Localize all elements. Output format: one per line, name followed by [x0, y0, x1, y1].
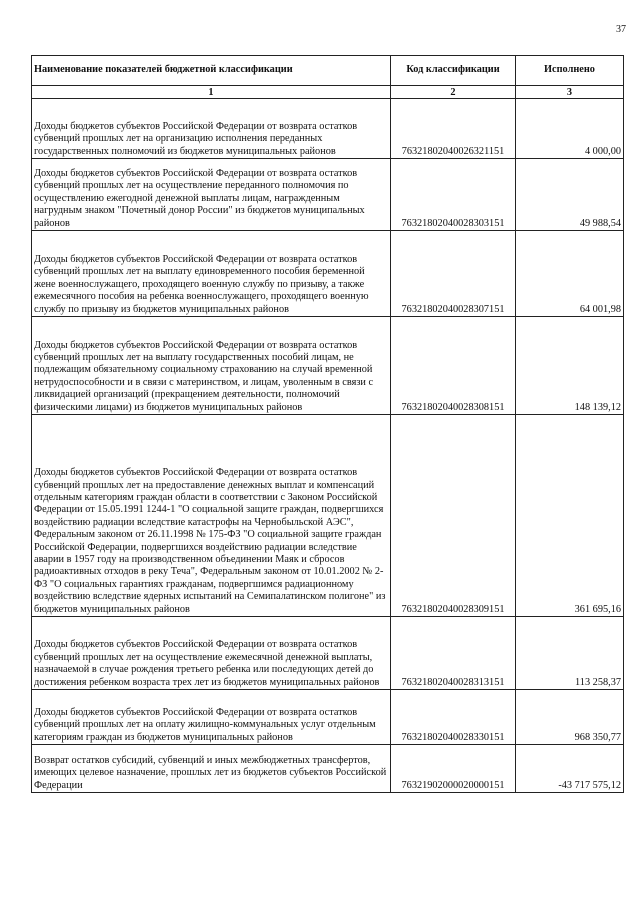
column-number: 1: [32, 86, 391, 99]
table-row: [32, 231, 624, 317]
header-code: Код классификации: [391, 56, 516, 86]
row-value: 4 000,00: [516, 99, 624, 159]
row-code: 76321902000020000151: [391, 745, 516, 793]
table-row: [32, 415, 624, 617]
row-code: 76321802040028303151: [391, 159, 516, 231]
table-row: [32, 99, 624, 159]
row-name: Доходы бюджетов субъектов Российской Федерации от возврата остатков субвенций прошлых лет на осуществление ежемесячной денежной выплаты, назначаемой в случае рождения третьего ребенка или последующих детей до достижения ребенком возраста трех лет из бюджетов муниципальных районов: [32, 617, 391, 690]
row-value: 113 258,37: [516, 617, 624, 690]
row-code: 76321802040026321151: [391, 99, 516, 159]
row-name: Доходы бюджетов субъектов Российской Федерации от возврата остатков субвенций прошлых лет на выплату единовременного пособия беременной жене военнослужащего, проходящего военную службу по призыву, а также ежемесячного пособия на ребенка военнослужащего, проходящего военную службу по призыву из бюджетов муниципальных районов: [32, 231, 391, 317]
row-value: -43 717 575,12: [516, 745, 624, 793]
table-row: [32, 690, 624, 745]
row-code: 76321802040028313151: [391, 617, 516, 690]
header-name: Наименование показателей бюджетной классификации: [32, 56, 391, 86]
column-number-row: [32, 86, 624, 99]
row-value: 148 139,12: [516, 317, 624, 415]
column-number: 2: [391, 86, 516, 99]
row-name: Доходы бюджетов субъектов Российской Федерации от возврата остатков субвенций прошлых лет на организацию исполнения переданных государственных полномочий из бюджетов муниципальных районов: [32, 99, 391, 159]
row-code: 76321802040028330151: [391, 690, 516, 745]
row-name: Доходы бюджетов субъектов Российской Федерации от возврата остатков субвенций прошлых лет на осуществление переданного полномочия по осуществлению ежегодной денежной выплаты лицам, награжденным нагрудным знаком "Почетный донор России" из бюджетов муниципальных районов: [32, 159, 391, 231]
row-value: 968 350,77: [516, 690, 624, 745]
budget-table: [31, 55, 624, 793]
table-header-row: [32, 56, 624, 86]
table-row: [32, 617, 624, 690]
header-value: Исполнено: [516, 56, 624, 86]
page-number: 37: [616, 24, 626, 35]
row-code: 76321802040028308151: [391, 317, 516, 415]
table-row: [32, 159, 624, 231]
column-number: 3: [516, 86, 624, 99]
row-name: Доходы бюджетов субъектов Российской Федерации от возврата остатков субвенций прошлых лет на оплату жилищно-коммунальных услуг отдельным категориям граждан из бюджетов муниципальных районов: [32, 690, 391, 745]
table-row: [32, 317, 624, 415]
row-name: Доходы бюджетов субъектов Российской Федерации от возврата остатков субвенций прошлых лет на выплату государственных пособий лицам, не подлежащим обязательному социальному страхованию на случай временной нетрудоспособности и в связи с материнством, и лицам, уволенным в связи с ликвидацией организаций (прекращением деятельности, полномочий физическими лицами) из бюджетов муниципальных районов: [32, 317, 391, 415]
row-value: 361 695,16: [516, 415, 624, 617]
row-name: Возврат остатков субсидий, субвенций и иных межбюджетных трансфертов, имеющих целевое назначение, прошлых лет из бюджетов субъектов Российской Федерации: [32, 745, 391, 793]
row-name: Доходы бюджетов субъектов Российской Федерации от возврата остатков субвенций прошлых лет на предоставление денежных выплат и компенсаций отдельным категориям граждан области в соответствии с Законом Российской Федерации от 15.05.1991 1244-1 "О социальной защите граждан, подвергшихся воздействию радиации вследствие катастрофы на Чернобыльской АЭС", Федеральным законом от 26.11.1998 № 175-ФЗ "О социальной защите граждан Российской Федерации, подвергшихся воздействию радиации вследствие аварии в 1957 году на производственном объединении Маяк и сбросов радиоактивных отходов в реку Теча", Федеральным законом от 10.01.2002 № 2-ФЗ "О социальных гарантиях гражданам, подвергшимся радиационному воздействию вследствие ядерных испытаний на Семипалатинском полигоне" из бюджетов муниципальных районов: [32, 415, 391, 617]
row-code: 76321802040028309151: [391, 415, 516, 617]
row-value: 64 001,98: [516, 231, 624, 317]
row-value: 49 988,54: [516, 159, 624, 231]
row-code: 76321802040028307151: [391, 231, 516, 317]
table-row: [32, 745, 624, 793]
